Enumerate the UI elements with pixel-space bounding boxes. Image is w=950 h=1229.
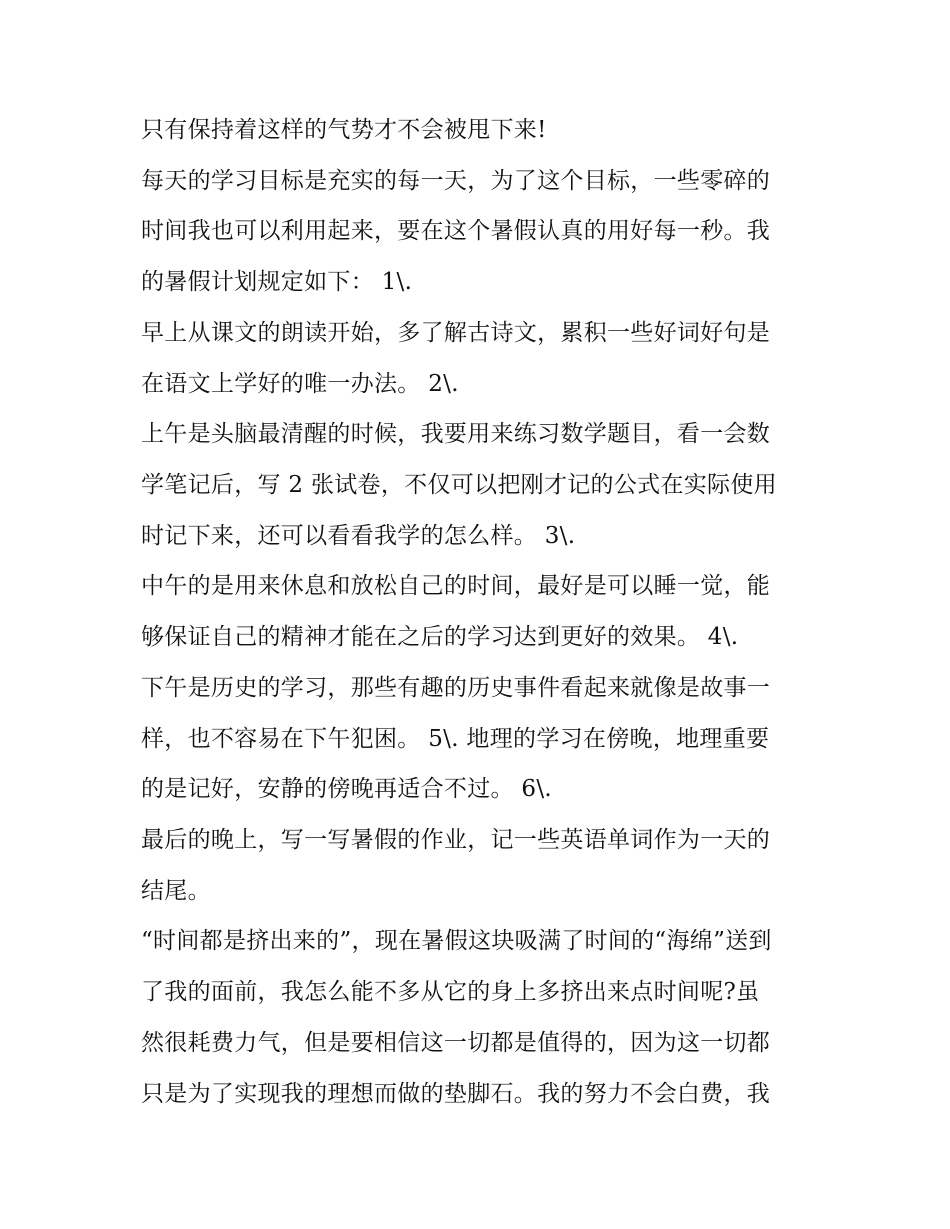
- text-line: 早上从课文的朗读开始，多了解古诗文，累积一些好词好句是: [141, 320, 771, 346]
- text-line: 学笔记后，写 2 张试卷，不仅可以把刚才记的公式在实际使用: [141, 472, 777, 498]
- text-line: 最后的晚上，写一写暑假的作业，记一些英语单词作为一天的: [141, 827, 771, 853]
- text-line: “时间都是挤出来的”，现在暑假这块吸满了时间的“海绵”送到: [141, 928, 772, 954]
- text-line: 时间我也可以利用起来，要在这个暑假认真的用好每一秒。我: [141, 218, 771, 244]
- text-line: 时记下来，还可以看看我学的怎么样。 3\.: [141, 523, 576, 549]
- text-line: 的是记好，安静的傍晚再适合不过。 6\.: [141, 776, 553, 802]
- text-line: 只是为了实现我的理想而做的垫脚石。我的努力不会白费，我: [141, 1081, 771, 1107]
- text-line: 在语文上学好的唯一办法。 2\.: [141, 371, 459, 397]
- text-line: 了我的面前，我怎么能不多从它的身上多挤出来点时间呢?虽: [141, 979, 760, 1005]
- text-line: 的暑假计划规定如下： 1\.: [141, 269, 413, 295]
- text-line: 下午是历史的学习，那些有趣的历史事件看起来就像是故事一: [141, 675, 771, 701]
- text-line: 上午是头脑最清醒的时候，我要用来练习数学题目，看一会数: [141, 421, 771, 447]
- text-line: 中午的是用来休息和放松自己的时间，最好是可以睡一觉，能: [141, 573, 771, 599]
- text-line: 只有保持着这样的气势才不会被甩下来!: [141, 117, 547, 143]
- text-line: 样，也不容易在下午犯困。 5\. 地理的学习在傍晚，地理重要: [141, 726, 770, 752]
- text-line: 结尾。: [141, 878, 211, 904]
- text-line: 然很耗费力气，但是要相信这一切都是值得的，因为这一切都: [141, 1030, 771, 1056]
- text-line: 够保证自己的精神才能在之后的学习达到更好的效果。 4\.: [141, 624, 739, 650]
- text-line: 每天的学习目标是充实的每一天，为了这个目标，一些零碎的: [141, 168, 771, 194]
